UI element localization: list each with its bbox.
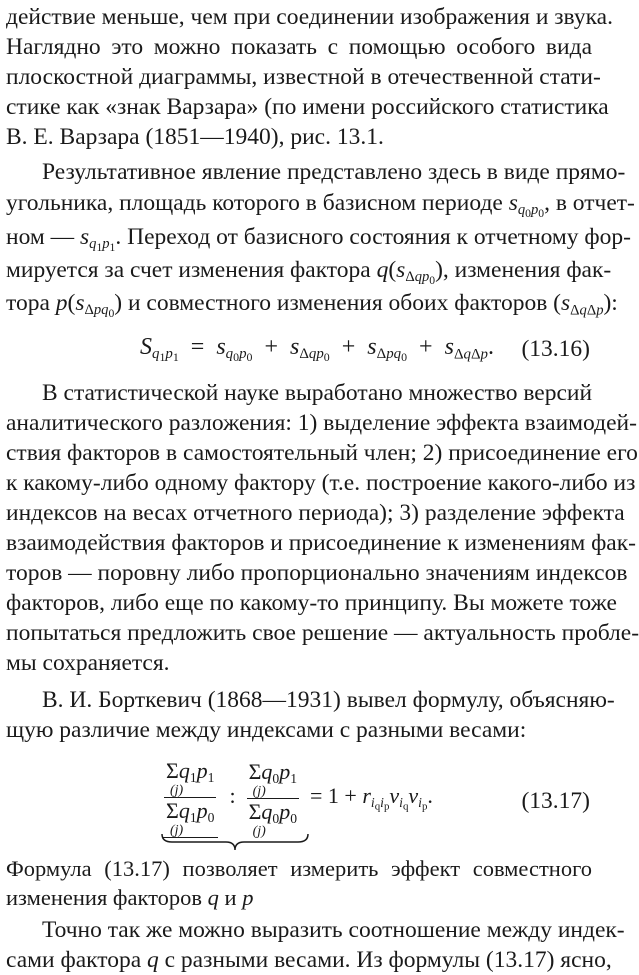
text-line: торов — поровну либо пропорционально значениям индексов: [6, 560, 628, 586]
text-line: аналитического разложения: 1) выделение эффекта взаимодей-: [6, 410, 637, 436]
text-line: попытаться предложить свое решение — актуальность пробле-: [6, 620, 639, 646]
text-line: взаимодействия факторов и присоединение к изменениям фак-: [6, 530, 636, 556]
text-line: Наглядно это можно показать с помощью особого вида: [6, 34, 592, 60]
text-line: мы сохраняется.: [6, 650, 170, 676]
text-line: В. Е. Варзара (1851—1940), рис. 13.1.: [6, 124, 384, 150]
text-line: ствия факторов в самостоятельный член; 2) присоединение его: [6, 440, 638, 466]
text-line: Результативное явление представлено здесь в виде прямо-: [42, 159, 626, 185]
text-line: плоскостной диаграммы, известной в отечественной стати-: [6, 64, 601, 90]
text-line: мируется за счет изменения фактора $q(s_{\Delta qp_0})$, изменения фак-: [6, 257, 612, 288]
equation-number: (13.16): [521, 336, 590, 362]
equation-13-17: $\Sigma q_1p_1$ (j) $\Sigma q_1p_0$ (j) : $\Sigma q_0p_1$ (j) $\Sigma q_0p_0$ (j) = $1 + r_{i_qi_p}v_{i_q}v_{i_p}$.: [162, 758, 433, 838]
text-line: сами фактора q с разными весами. Из формулы (13.17) ясно,: [6, 947, 612, 973]
equation-number: (13.17): [521, 788, 590, 814]
text-line: факторов, либо еще по какому-то принципу. Вы можете тоже: [6, 590, 617, 616]
text-line: ном — $s_{q_1p_1}$. Переход от базисного состояния к отчетному фор-: [6, 224, 631, 255]
fraction-right: $\Sigma q_0p_1$ (j) $\Sigma q_0p_0$ (j): [248, 758, 297, 839]
fraction-left: $\Sigma q_1p_1$ (j) $\Sigma q_1p_0$ (j): [162, 758, 218, 838]
text-line: действие меньше, чем при соединении изображения и звука.: [6, 4, 613, 30]
underbrace: [160, 832, 310, 854]
text-line: изменения факторов q и p: [6, 885, 254, 910]
text-line: тора $p(s_{\Delta pq_0})$ и совместного изменения обоих факторов $(s_{\Delta q\Delta p})$:: [6, 290, 618, 321]
text-line: Точно так же можно выразить соотношение между индек-: [42, 917, 625, 943]
text-line: Формула (13.17) позволяет измерить эффект совместного: [6, 856, 592, 881]
text-line: щую различие между индексами с разными весами:: [6, 717, 527, 743]
text-line: В. И. Борткевич (1868—1931) вывел формулу, объясняю-: [42, 687, 615, 713]
text-line: стике как «знак Варзара» (по имени российского статистика: [6, 94, 609, 120]
text-line: к какому-либо одному фактору (т.е. построение какого-либо из: [6, 470, 636, 496]
text-line: В статистической науке выработано множество версий: [42, 380, 593, 406]
text-line: угольника, площадь которого в базисном периоде $s_{q_0p_0}$, в отчет-: [6, 190, 635, 221]
text-line: индексов на весах отчетного периода); 3) разделение эффекта: [6, 500, 625, 526]
equation-13-16: $S_{q_1p_1} = s_{q_0p_0} + s_{\Delta qp_0} + s_{\Delta pq_0} + s_{\Delta q\Delta p}$.: [140, 334, 494, 365]
